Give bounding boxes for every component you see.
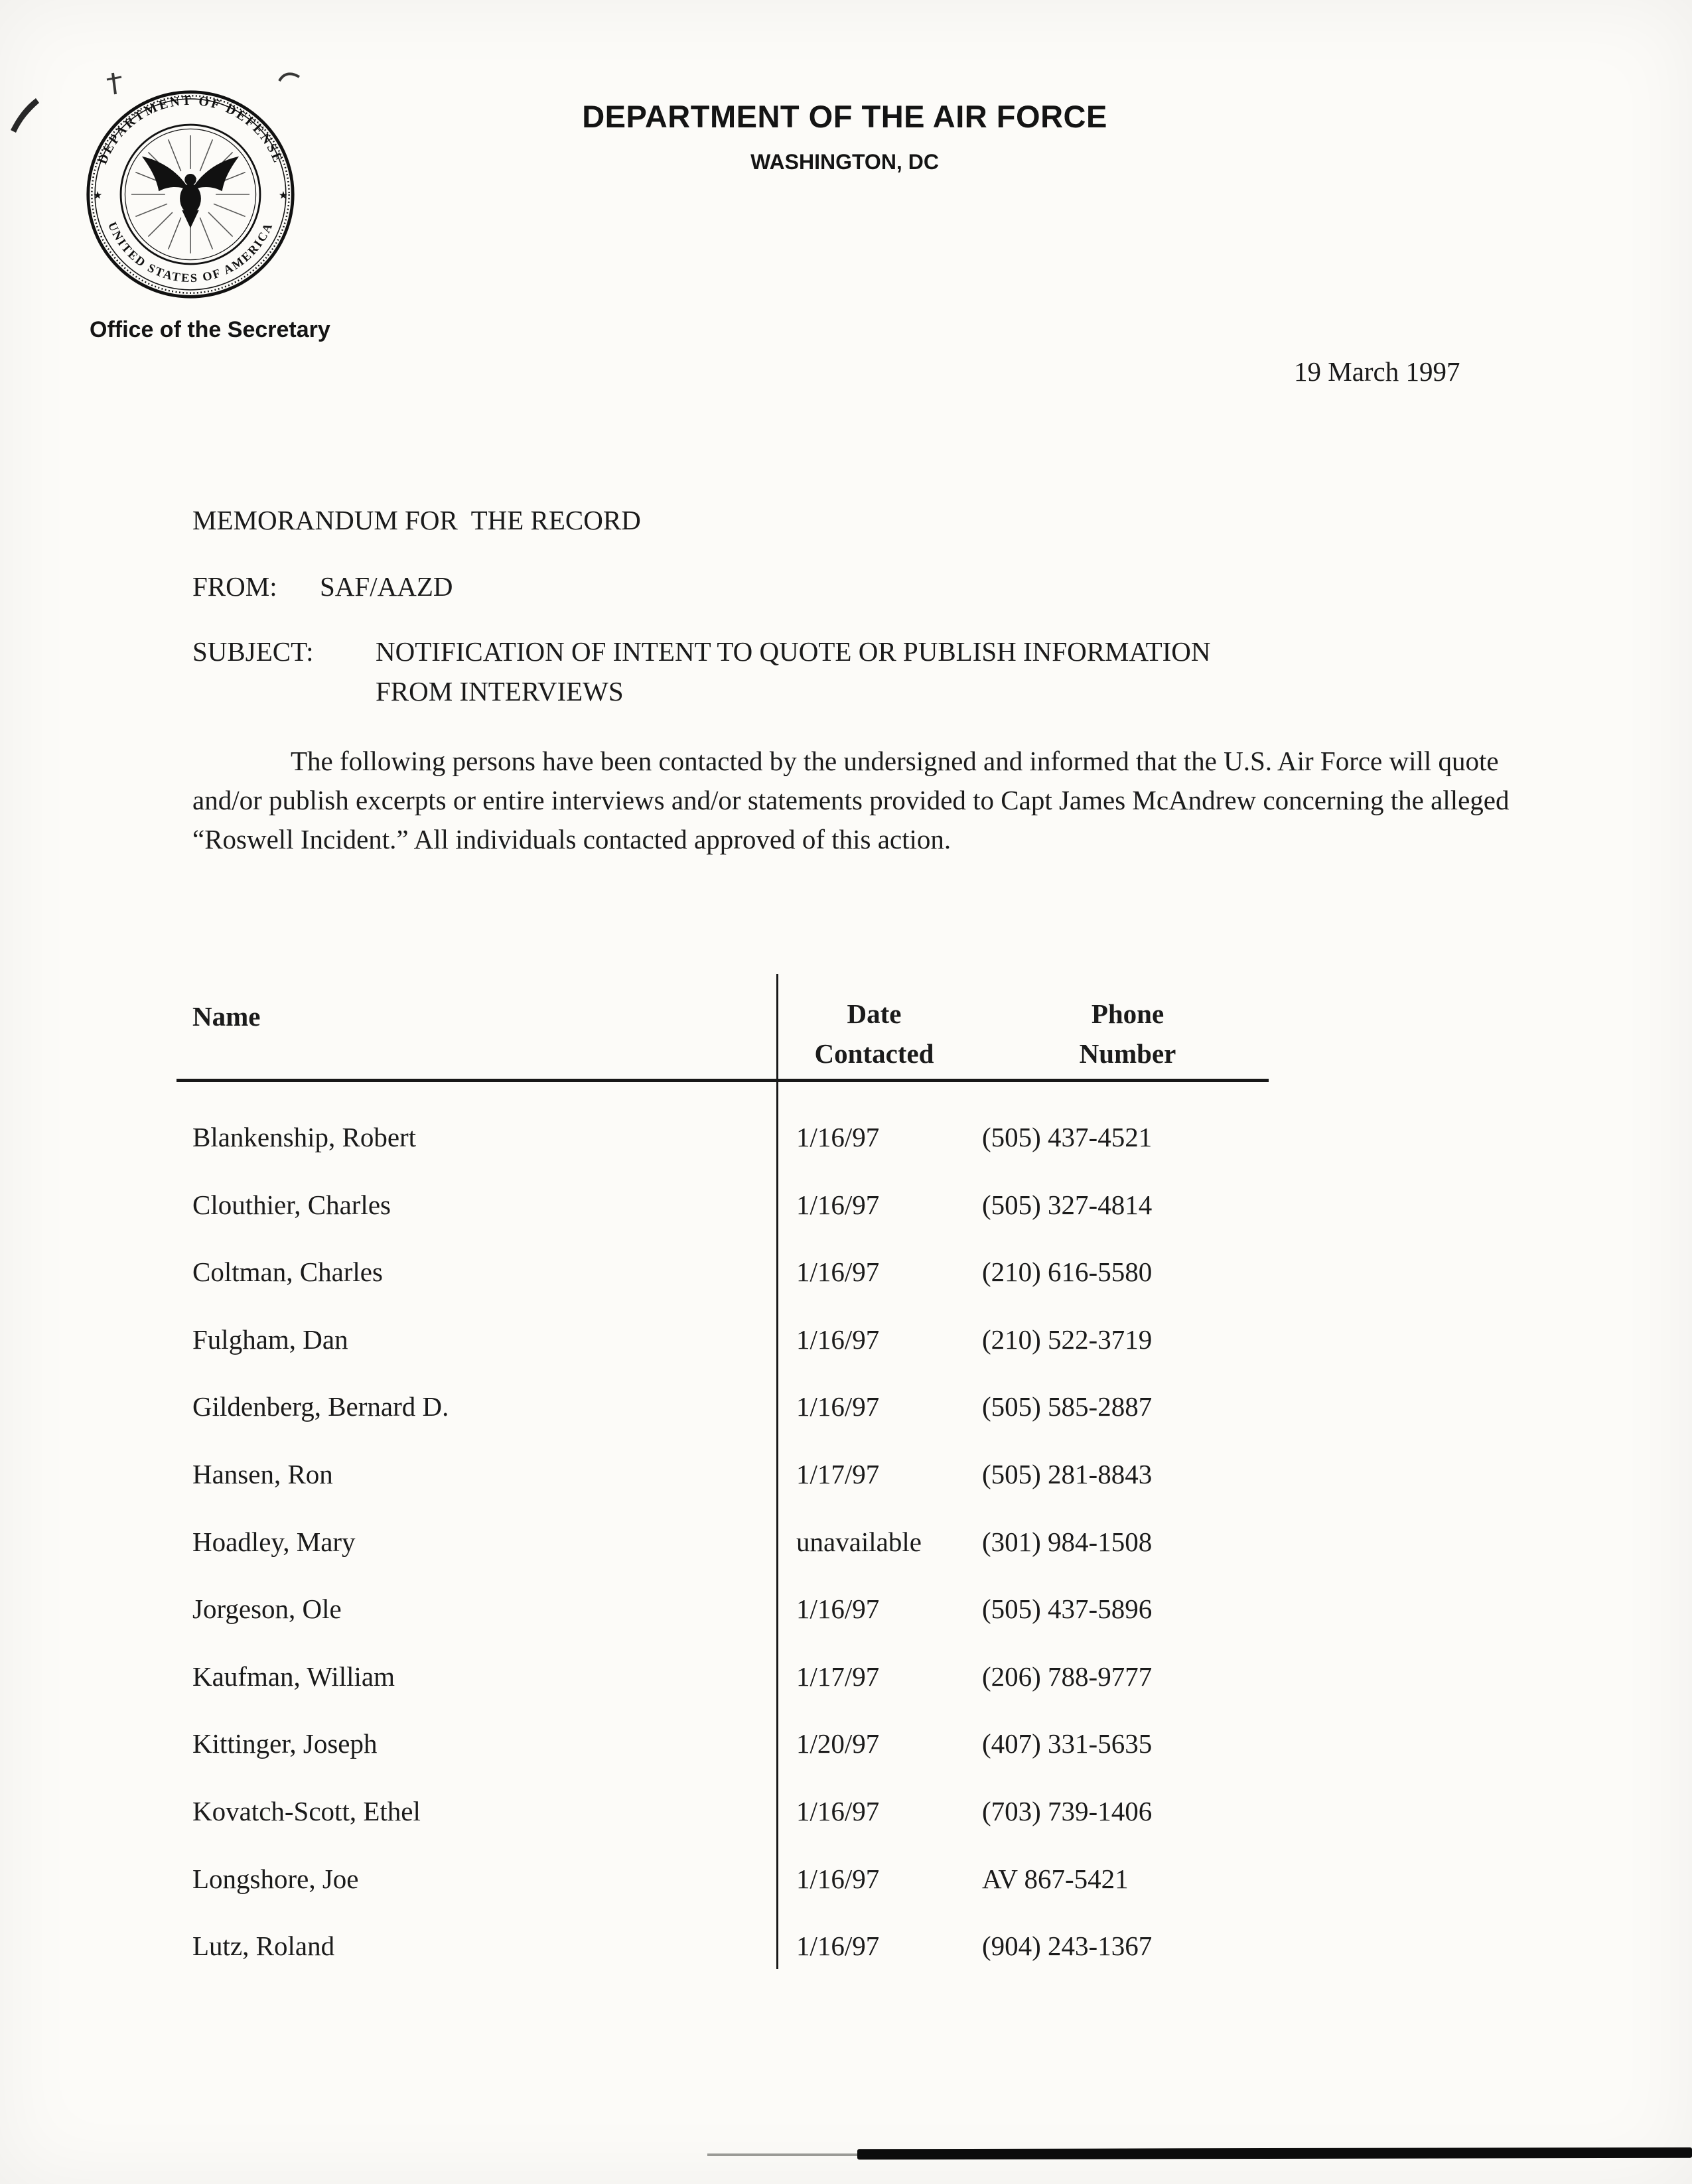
phone-number: (301) 984-1508 bbox=[982, 1526, 1153, 1557]
phone-number: (505) 281-8843 bbox=[982, 1458, 1153, 1489]
memo-title: MEMORANDUM FOR THE RECORD bbox=[192, 505, 641, 535]
date-contacted: 1/16/97 bbox=[796, 1324, 880, 1355]
scan-artifact-faint-line bbox=[707, 2153, 860, 2156]
table-row bbox=[192, 1593, 1400, 1661]
phone-number: (206) 788-9777 bbox=[982, 1661, 1153, 1692]
subject-label: SUBJECT: bbox=[192, 636, 314, 667]
table-row bbox=[192, 1728, 1400, 1795]
phone-number: (904) 243-1367 bbox=[982, 1931, 1153, 1962]
seal-bottom-text: UNITED STATES OF AMERICA bbox=[105, 220, 276, 285]
seal-top-text: DEPARTMENT OF DEFENSE bbox=[95, 93, 286, 167]
phone-number: (505) 437-5896 bbox=[982, 1594, 1153, 1625]
table-row bbox=[192, 1661, 1400, 1728]
phone-number: (407) 331-5635 bbox=[982, 1728, 1153, 1759]
date-contacted: 1/16/97 bbox=[796, 1391, 880, 1422]
person-name: Gildenberg, Bernard D. bbox=[192, 1391, 449, 1422]
person-name: Kovatch-Scott, Ethel bbox=[192, 1795, 421, 1826]
memo-body-paragraph: The following persons have been contacted by the undersigned and informed that the U.S. Air Force will quote and/or publish excerpts or entire interviews and/or statements provided to Capt James McAndrew concerning the alleged “Roswell Incident.” All individuals contacted approved of this action. bbox=[192, 746, 1510, 854]
seal-star-right: ★ bbox=[278, 190, 289, 202]
column-header-phone-number: Phone Number bbox=[1079, 998, 1176, 1069]
person-name: Coltman, Charles bbox=[192, 1257, 383, 1288]
person-name: Clouthier, Charles bbox=[192, 1189, 391, 1220]
phone-number: (505) 437-4521 bbox=[982, 1122, 1153, 1152]
date-contacted: 1/20/97 bbox=[796, 1728, 880, 1759]
date-contacted: 1/17/97 bbox=[796, 1458, 880, 1489]
date-contacted: 1/16/97 bbox=[796, 1257, 880, 1288]
person-name: Jorgeson, Ole bbox=[192, 1594, 342, 1625]
table-header-rule bbox=[176, 1079, 1269, 1082]
table-row bbox=[192, 1526, 1400, 1594]
person-name: Hansen, Ron bbox=[192, 1458, 333, 1489]
date-contacted: 1/16/97 bbox=[796, 1863, 880, 1894]
dod-seal bbox=[85, 89, 296, 300]
person-name: Longshore, Joe bbox=[192, 1863, 359, 1894]
date-contacted: 1/16/97 bbox=[796, 1594, 880, 1625]
date-contacted: 1/16/97 bbox=[796, 1122, 880, 1152]
contact-table bbox=[192, 1121, 1400, 1998]
person-name: Kaufman, William bbox=[192, 1661, 395, 1692]
subject-line-1: NOTIFICATION OF INTENT TO QUOTE OR PUBLISH INFORMATION bbox=[376, 636, 1211, 667]
phone-number: (505) 327-4814 bbox=[982, 1189, 1153, 1220]
date-contacted: 1/16/97 bbox=[796, 1931, 880, 1962]
person-name: Blankenship, Robert bbox=[192, 1122, 417, 1152]
date-contacted: unavailable bbox=[796, 1526, 922, 1557]
scan-artifact-line bbox=[857, 2148, 1692, 2160]
phone-number: (703) 739-1406 bbox=[982, 1795, 1153, 1826]
letterhead-department: DEPARTMENT OF THE AIR FORCE bbox=[582, 99, 1107, 134]
person-name: Fulgham, Dan bbox=[192, 1324, 348, 1355]
from-value: SAF/AAZD bbox=[320, 571, 453, 602]
phone-number: AV 867-5421 bbox=[982, 1863, 1129, 1894]
column-header-date-contacted: Date Contacted bbox=[814, 998, 934, 1069]
person-name: Hoadley, Mary bbox=[192, 1526, 356, 1557]
scan-mark-check bbox=[7, 93, 41, 137]
subject-line-2: FROM INTERVIEWS bbox=[376, 676, 624, 707]
date-contacted: 1/16/97 bbox=[796, 1795, 880, 1826]
memo-date: 19 March 1997 bbox=[1294, 356, 1460, 387]
table-row bbox=[192, 1324, 1400, 1391]
column-header-name: Name bbox=[192, 1001, 261, 1032]
date-contacted: 1/16/97 bbox=[796, 1189, 880, 1220]
seal-star-left: ★ bbox=[92, 190, 103, 202]
person-name: Kittinger, Joseph bbox=[192, 1728, 378, 1759]
table-row bbox=[192, 1391, 1400, 1458]
office-of-the-secretary: Office of the Secretary bbox=[90, 317, 330, 342]
date-contacted: 1/17/97 bbox=[796, 1661, 880, 1692]
table-row bbox=[192, 1458, 1400, 1526]
table-row bbox=[192, 1121, 1400, 1189]
table-row bbox=[192, 1256, 1400, 1324]
table-row bbox=[192, 1863, 1400, 1931]
phone-number: (210) 616-5580 bbox=[982, 1257, 1153, 1288]
phone-number: (505) 585-2887 bbox=[982, 1391, 1153, 1422]
table-row bbox=[192, 1795, 1400, 1863]
person-name: Lutz, Roland bbox=[192, 1931, 335, 1962]
letterhead-location: WASHINGTON, DC bbox=[750, 150, 939, 174]
from-label: FROM: bbox=[192, 571, 277, 602]
table-row bbox=[192, 1189, 1400, 1257]
phone-number: (210) 522-3719 bbox=[982, 1324, 1153, 1355]
scan-mark-squiggle bbox=[277, 69, 301, 86]
table-row bbox=[192, 1930, 1400, 1998]
